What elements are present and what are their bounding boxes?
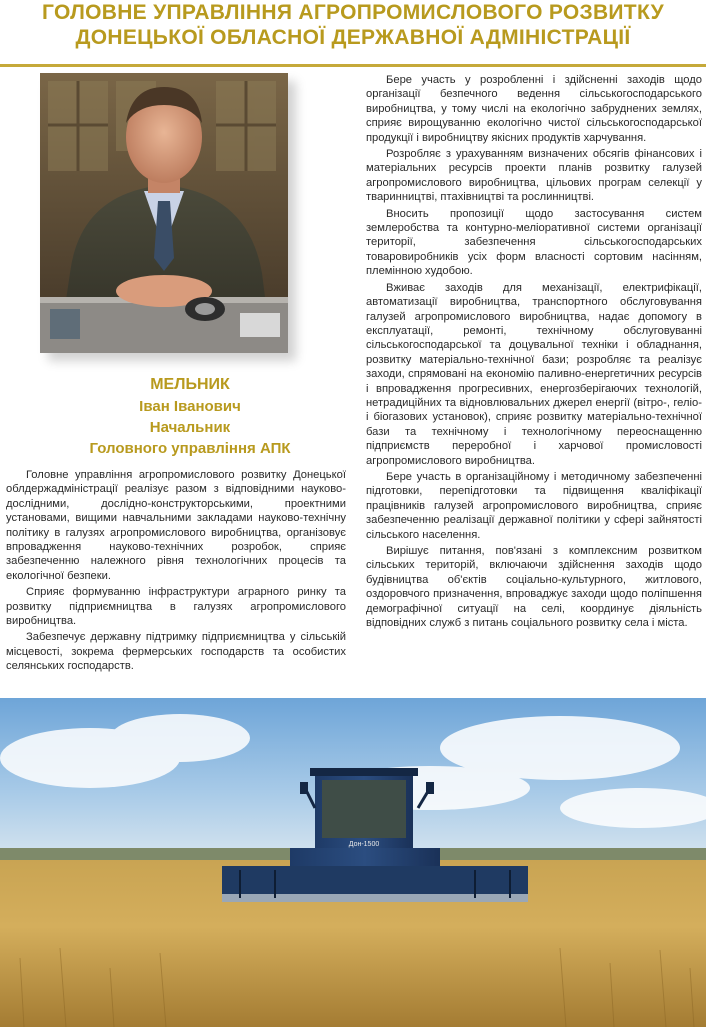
left-paragraph: Забезпечує державну підтримку підприємництва у сільській місцевості, зокрема фермерських господарств та особистих селянських господарств. <box>6 631 346 673</box>
left-paragraph: Сприяє формуванню інфраструктури аграрного ринку та розвитку підприємництва в галузях агропромислового виробництва. <box>6 586 346 628</box>
portrait-photo <box>40 73 288 353</box>
header-rule <box>0 64 706 67</box>
header-title-line1: ГОЛОВНЕ УПРАВЛІННЯ АГРОПРОМИСЛОВОГО РОЗВИТКУ <box>42 1 664 24</box>
right-text-column <box>366 73 702 632</box>
left-text-column <box>6 468 346 676</box>
harvest-illustration <box>0 698 706 1027</box>
page-header <box>0 0 706 66</box>
caption-department: Головного управління АПК <box>89 440 291 457</box>
caption-given-name: Іван Іванович <box>139 398 241 415</box>
right-paragraph: Бере участь в організаційному і методичному забезпеченні підготовки, перепідготовки та підвищення кваліфікації працівників галузей агропромислового виробництва, сприяє забезпеченню реалізації державної політики у сфері зайнятості сільського населення. <box>366 470 702 541</box>
right-paragraph: Вирішує питання, пов'язані з комплексним розвитком сільських територій, включаючи здійснення заходів щодо будівництва об'єктів соціально-культурного, житлового, оздоровчого призначення, впроваджує заходи щодо поліпшення демографічної ситуації на селі, координує діяльність відповідних служб з питань соціального розвитку села і міста. <box>366 545 702 630</box>
caption-position: Начальник <box>149 419 231 436</box>
harvest-photo <box>0 698 706 1027</box>
caption-surname: МЕЛЬНИК <box>150 376 230 393</box>
portrait-illustration <box>40 73 288 353</box>
right-paragraph: Бере участь у розробленні і здійсненні заходів щодо організації безпечного ведення сільськогосподарського виробництва, у тому числі на екологічно забруднених землях, сприяє вирощуванню екологічно чистої сільськогосподарської продукції і виробництву якісних продуктів харчування. <box>366 74 702 144</box>
right-paragraph: Вносить пропозиції щодо застосування систем землеробства та контурно-меліоративної системи організації території, забезпечення сільськогосподарських товаровиробників усіх форм власності сортовим насінням, племінною худобою. <box>366 207 702 278</box>
combine-cab-label: Дон-1500 <box>348 841 380 848</box>
left-paragraph: Головне управління агропромислового розвитку Донецької облдержадміністрації реалізує разом з відповідними науково-дослідними, дослідно-конструкторськими, проектними установами, вищими навчальними закладами науково-технічну політику в галузях агропромислового виробництва, організовує впровадження науково-технічних розробок, сприяє забезпеченню належного рівня технологічних процесів та екологічної безпеки. <box>6 469 346 582</box>
right-paragraph: Розробляє з урахуванням визначених обсягів фінансових і матеріальних ресурсів проекти планів розвитку галузей агропромислового виробництва, цільових програм селекції у тваринництві, птахівництві та рослинництві. <box>366 148 702 204</box>
portrait-caption <box>40 374 340 459</box>
header-title-line2: ДОНЕЦЬКОЇ ОБЛАСНОЇ ДЕРЖАВНОЇ АДМІНІСТРАЦІЇ <box>75 26 631 49</box>
right-paragraph: Вживає заходів для механізації, електрифікації, автоматизації виробництва, транспортного обслуговування галузей агропромислового виробництва, надає допомогу в експлуатації, ремонті, технічному обслуговуванні сільськогосподарської та доцувальної техніки і обладнання, розвитку матеріально-технічної бази; розробляє та реалізує заходи, спрямовані на економію паливно-енергетичних ресурсів і впровадження прогресивних, енергозберігаючих технологій, нетрадиційних та відновлювальних джерел енергії (вітро-, геліо- і біогазових установок), сприяє розвитку матеріально-технічної бази та технічному і технологічному переоснащенню підприємств переробної і харчової промисловості агропромислового виробництва. <box>366 281 702 467</box>
